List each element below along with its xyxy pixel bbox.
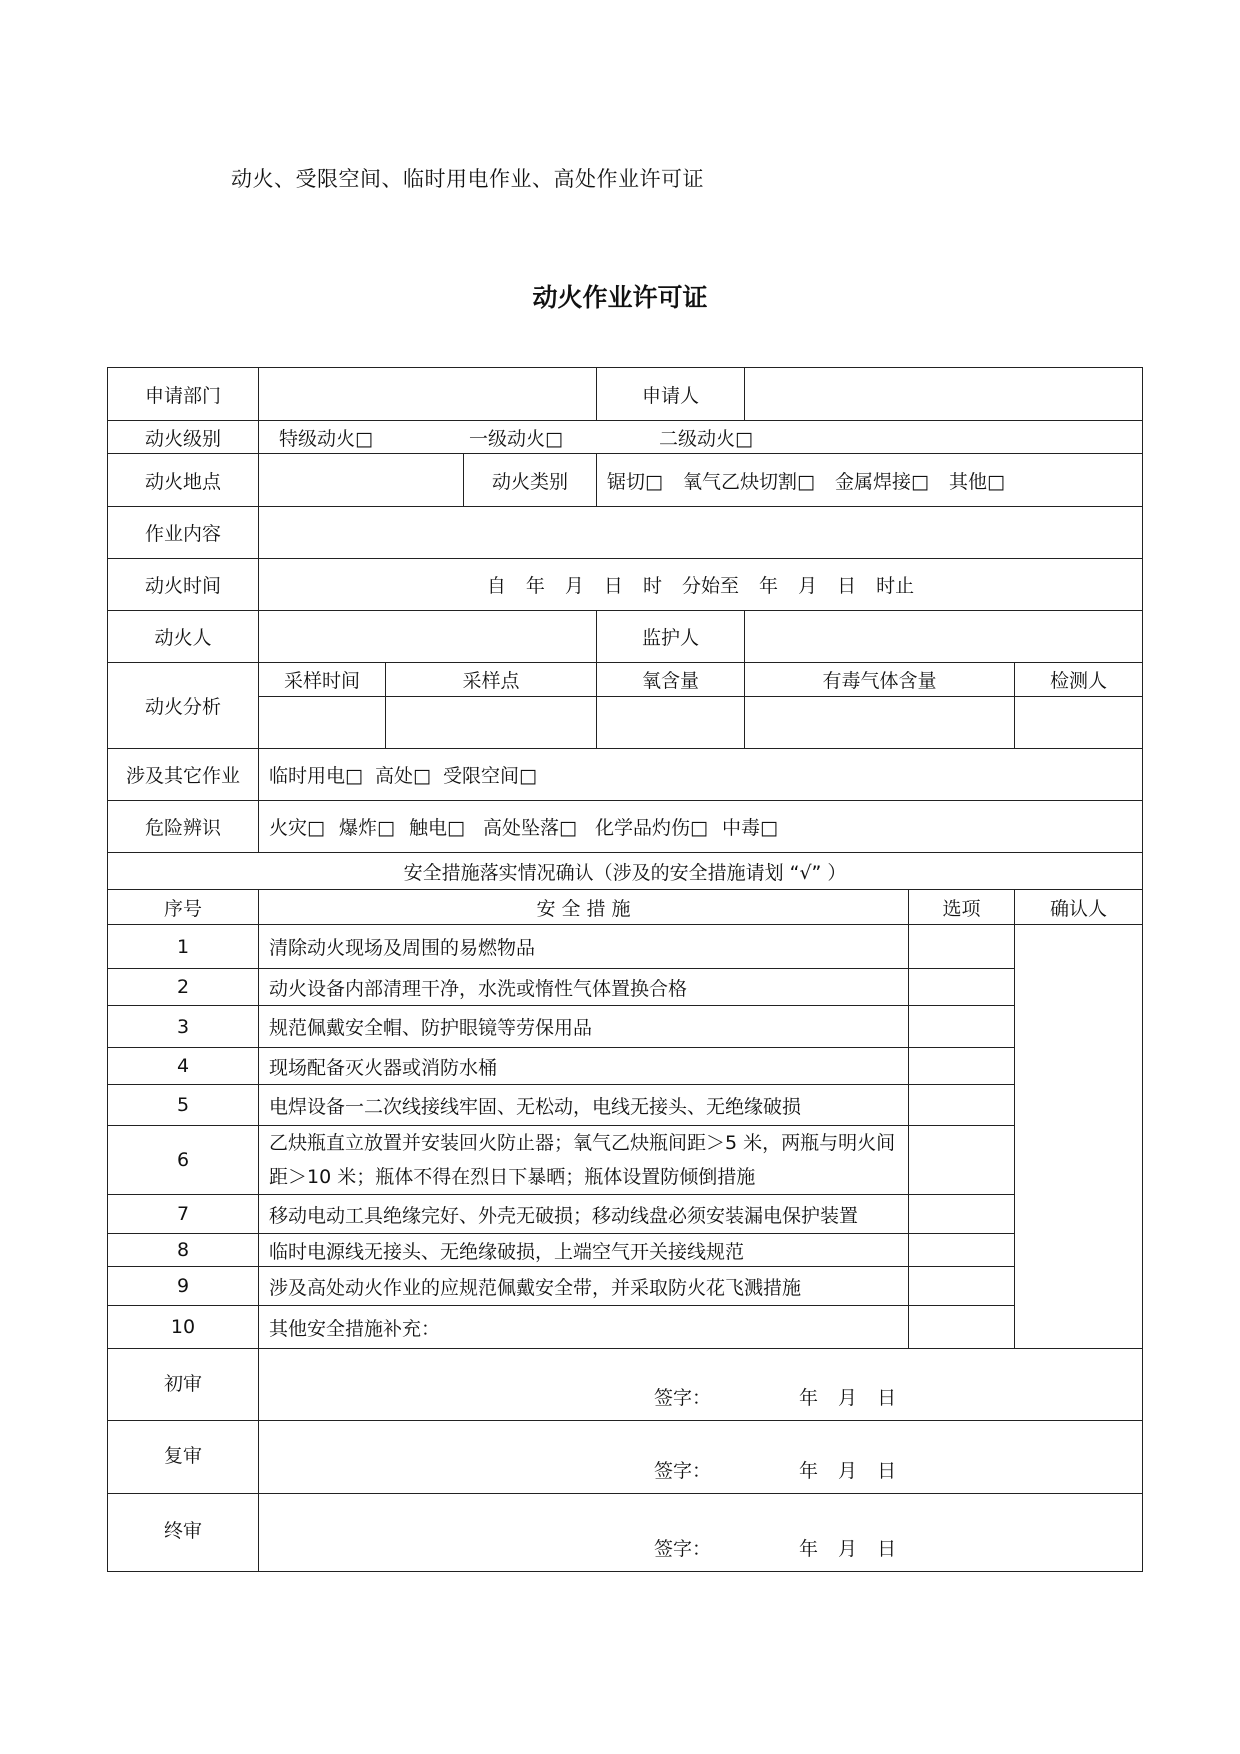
review-row-initial — [108, 1349, 1143, 1421]
level-option-second[interactable]: 二级动火□ — [659, 427, 753, 450]
other-work-temp-power[interactable]: 临时用电□ — [269, 765, 363, 787]
level-option-first[interactable]: 一级动火□ — [469, 427, 563, 450]
safety-heading-row — [108, 853, 1143, 890]
review-sign-field[interactable] — [259, 1349, 1143, 1421]
worker-field[interactable] — [259, 611, 597, 663]
analysis-col-toxic-gas: 有毒气体含量 — [745, 663, 1015, 697]
safety-heading: 安全措施落实情况确认（涉及的安全措施请划 “√” ） — [108, 853, 1143, 890]
measure-option-cell[interactable] — [909, 969, 1015, 1006]
other-work-options — [259, 749, 1143, 801]
measure-text: 临时电源线无接头、无绝缘破损，上端空气开关接线规范 — [259, 1234, 909, 1267]
hazard-options — [259, 801, 1143, 853]
other-work-confined-space[interactable]: 受限空间□ — [443, 765, 537, 787]
hazard-electric-shock[interactable]: 触电□ — [409, 817, 465, 839]
hazard-fire[interactable]: 火灾□ — [269, 817, 325, 839]
time-label: 动火时间 — [108, 559, 259, 611]
analysis-label: 动火分析 — [108, 663, 259, 749]
hazard-row — [108, 801, 1143, 853]
level-row — [108, 421, 1143, 454]
document-header: 动火、受限空间、临时用电作业、高处作业许可证 — [231, 167, 704, 191]
level-label: 动火级别 — [108, 421, 259, 454]
oxygen-field[interactable] — [597, 697, 745, 749]
analysis-col-sample-time: 采样时间 — [259, 663, 386, 697]
measure-no: 7 — [108, 1195, 259, 1234]
signature-date: 年 月 日 — [799, 1460, 897, 1482]
review-row-second — [108, 1421, 1143, 1494]
monitor-label: 监护人 — [597, 611, 745, 663]
measure-row — [108, 969, 1143, 1006]
applicant-row — [108, 368, 1143, 421]
fire-type-other[interactable]: 其他□ — [949, 470, 1005, 493]
sample-point-field[interactable] — [386, 697, 597, 749]
signature-label: 签字： — [654, 1387, 712, 1409]
measure-no: 4 — [108, 1048, 259, 1085]
measure-text: 移动电动工具绝缘完好、外壳无破损；移动线盘必须安装漏电保护装置 — [259, 1195, 909, 1234]
measure-no: 10 — [108, 1306, 259, 1349]
measure-no: 8 — [108, 1234, 259, 1267]
people-row — [108, 611, 1143, 663]
measure-option-cell[interactable] — [909, 1048, 1015, 1085]
inspector-field[interactable] — [1015, 697, 1143, 749]
sample-time-field[interactable] — [259, 697, 386, 749]
measure-no: 2 — [108, 969, 259, 1006]
measures-col-no: 序号 — [108, 890, 259, 925]
measure-no: 1 — [108, 925, 259, 969]
measure-row — [108, 1085, 1143, 1126]
other-work-label: 涉及其它作业 — [108, 749, 259, 801]
measure-text: 现场配备灭火器或消防水桶 — [259, 1048, 909, 1085]
review-label: 初审 — [108, 1349, 259, 1421]
confirm-person-field[interactable] — [1015, 925, 1143, 1349]
measure-option-cell[interactable] — [909, 1126, 1015, 1195]
measure-row — [108, 1234, 1143, 1267]
measure-text: 清除动火现场及周围的易燃物品 — [259, 925, 909, 969]
fire-type-sawing[interactable]: 锯切□ — [607, 470, 663, 493]
measure-text: 电焊设备一二次线接线牢固、无松动，电线无接头、无绝缘破损 — [259, 1085, 909, 1126]
level-option-special[interactable]: 特级动火□ — [279, 427, 373, 450]
measure-option-cell[interactable] — [909, 1234, 1015, 1267]
measure-text: 其他安全措施补充： — [259, 1306, 909, 1349]
analysis-data-row — [108, 697, 1143, 749]
time-row — [108, 559, 1143, 611]
measure-option-cell[interactable] — [909, 925, 1015, 969]
measure-row — [108, 925, 1143, 969]
measures-col-measure: 安 全 措 施 — [259, 890, 909, 925]
measure-row — [108, 1267, 1143, 1306]
measures-col-confirm: 确认人 — [1015, 890, 1143, 925]
measure-option-cell[interactable] — [909, 1195, 1015, 1234]
hazard-label: 危险辨识 — [108, 801, 259, 853]
measure-row — [108, 1126, 1143, 1195]
signature-label: 签字： — [654, 1460, 712, 1482]
measure-no: 9 — [108, 1267, 259, 1306]
dept-field[interactable] — [259, 368, 597, 421]
hazard-chemical-burn[interactable]: 化学品灼伤□ — [595, 817, 708, 839]
measure-text: 动火设备内部清理干净，水洗或惰性气体置换合格 — [259, 969, 909, 1006]
measures-header-row — [108, 890, 1143, 925]
analysis-col-sample-point: 采样点 — [386, 663, 597, 697]
fire-type-oxy-cutting[interactable]: 氧气乙炔切割□ — [683, 470, 815, 493]
time-field[interactable]: 自 年 月 日 时 分始至 年 月 日 时止 — [259, 559, 1143, 611]
signature-label: 签字： — [654, 1538, 712, 1560]
other-work-row — [108, 749, 1143, 801]
measure-option-cell[interactable] — [909, 1085, 1015, 1126]
fire-type-options — [597, 454, 1143, 507]
content-label: 作业内容 — [108, 507, 259, 559]
measure-text: 规范佩戴安全帽、防护眼镜等劳保用品 — [259, 1006, 909, 1048]
permit-form-table — [107, 367, 1143, 1572]
monitor-field[interactable] — [745, 611, 1143, 663]
dept-label: 申请部门 — [108, 368, 259, 421]
measure-text: 涉及高处动火作业的应规范佩戴安全带，并采取防火花飞溅措施 — [259, 1267, 909, 1306]
content-row — [108, 507, 1143, 559]
level-options — [259, 421, 1143, 454]
review-label: 终审 — [108, 1494, 259, 1572]
measure-row — [108, 1006, 1143, 1048]
review-row-final — [108, 1494, 1143, 1572]
page-title: 动火作业许可证 — [532, 283, 708, 312]
signature-date: 年 月 日 — [799, 1538, 897, 1560]
measure-no: 6 — [108, 1126, 259, 1195]
applicant-label: 申请人 — [597, 368, 745, 421]
hazard-explosion[interactable]: 爆炸□ — [339, 817, 395, 839]
location-row — [108, 454, 1143, 507]
location-field[interactable] — [259, 454, 464, 507]
measure-no: 3 — [108, 1006, 259, 1048]
analysis-header-row — [108, 663, 1143, 697]
measure-row — [108, 1048, 1143, 1085]
fire-type-welding[interactable]: 金属焊接□ — [835, 470, 929, 493]
other-work-height[interactable]: 高处□ — [375, 765, 431, 787]
location-label: 动火地点 — [108, 454, 259, 507]
measures-col-option: 选项 — [909, 890, 1015, 925]
review-sign-field[interactable] — [259, 1494, 1143, 1572]
worker-label: 动火人 — [108, 611, 259, 663]
applicant-field[interactable] — [745, 368, 1143, 421]
measure-text: 乙炔瓶直立放置并安装回火防止器；氧气乙炔瓶间距＞5 米，两瓶与明火间距＞10 米；瓶体不得在烈日下暴晒；瓶体设置防倾倒措施 — [259, 1126, 909, 1195]
measure-no: 5 — [108, 1085, 259, 1126]
measure-row — [108, 1306, 1143, 1349]
analysis-col-inspector: 检测人 — [1015, 663, 1143, 697]
fire-type-label: 动火类别 — [464, 454, 597, 507]
measure-row — [108, 1195, 1143, 1234]
toxic-gas-field[interactable] — [745, 697, 1015, 749]
review-sign-field[interactable] — [259, 1421, 1143, 1494]
measure-option-cell[interactable] — [909, 1306, 1015, 1349]
content-field[interactable] — [259, 507, 1143, 559]
hazard-poisoning[interactable]: 中毒□ — [722, 817, 778, 839]
measure-option-cell[interactable] — [909, 1006, 1015, 1048]
signature-date: 年 月 日 — [799, 1387, 897, 1409]
measure-option-cell[interactable] — [909, 1267, 1015, 1306]
review-label: 复审 — [108, 1421, 259, 1494]
hazard-fall[interactable]: 高处坠落□ — [483, 817, 577, 839]
analysis-col-oxygen: 氧含量 — [597, 663, 745, 697]
